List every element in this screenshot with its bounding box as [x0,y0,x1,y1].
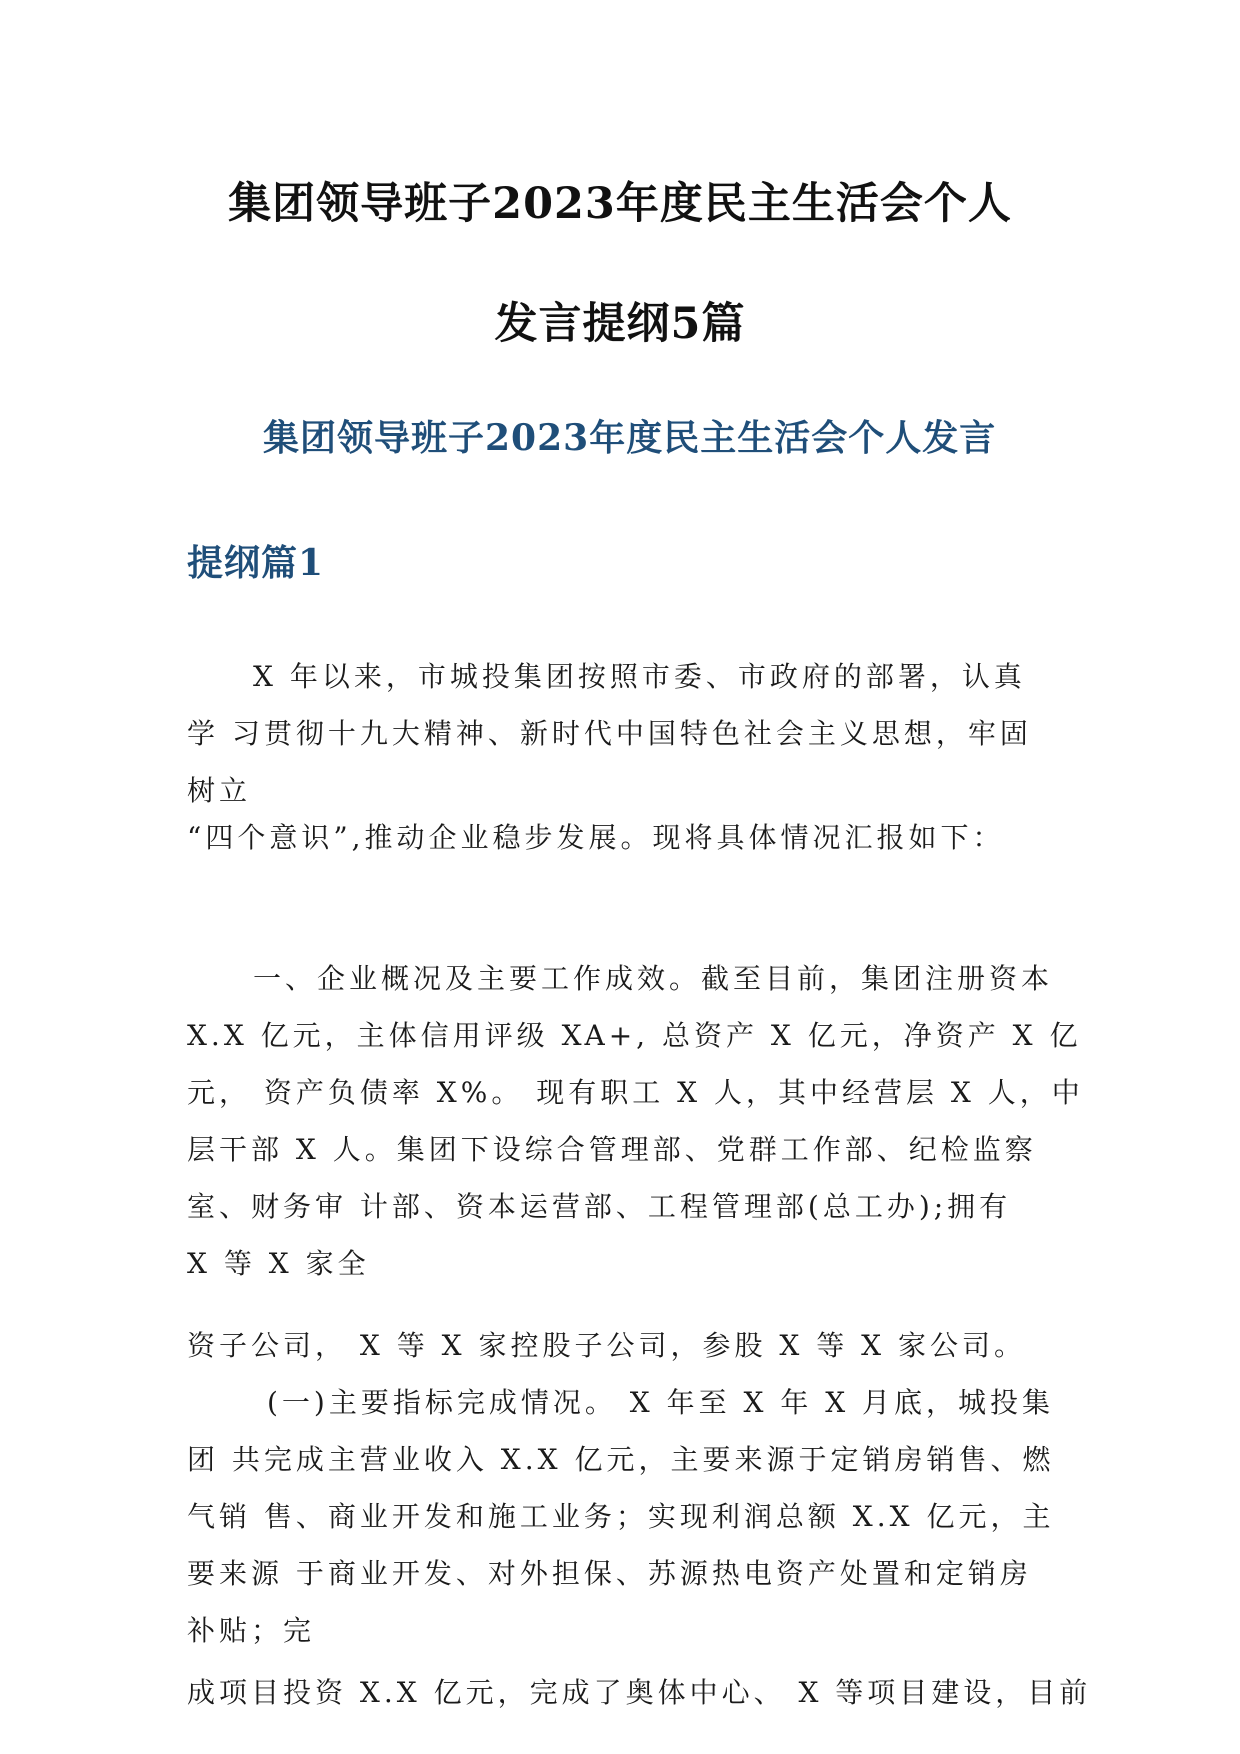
text-line: 补贴；完 [187,1614,316,1647]
text-line: 层干部 X 人。集团下设综合管理部、党群工作部、纪检监察 [187,1133,1037,1166]
text-line: 要来源 于商业开发、对外担保、苏源热电资产处置和定销房 [187,1557,1032,1590]
text-line: (一)主要指标完成情况。 X 年至 X 年 X 月底，城投集 [267,1386,1055,1419]
section-heading-line-1: 集团领导班子2023年度民主生活会个人发言 [263,417,997,459]
text-line: 一、企业概况及主要工作成效。截至目前，集团注册资本 [253,962,1054,995]
text-line: 成项目投资 X.X 亿元，完成了奥体中心、 X 等项目建设，目前 [187,1676,1092,1709]
text-line: 学 习贯彻十九大精神、新时代中国特色社会主义思想，牢固 [187,717,1032,750]
text-line: X 年以来，市城投集团按照市委、市政府的部署，认真 [253,660,1026,693]
paragraph-main-indicators [187,1374,1062,1659]
text-line: X.X 亿元，主体信用评级 XA+, 总资产 X 亿元，净资产 X 亿 [187,1019,1082,1052]
paragraph-intro-continued [187,809,1062,866]
paragraph-project-investment [187,1664,1092,1721]
text-line: 元， 资产负债率 X%。 现有职工 X 人，其中经营层 X 人，中 [187,1076,1084,1109]
text-line: 资子公司， X 等 X 家控股子公司，参股 X 等 X 家公司。 [187,1329,1026,1362]
text-line: 气销 售、商业开发和施工业务；实现利润总额 X.X 亿元，主 [187,1500,1055,1533]
paragraph-subsidiaries [187,1317,1062,1374]
text-line: 树立 [187,774,252,807]
text-line: 室、财务审 计部、资本运营部、工程管理部(总工办);拥有 [187,1190,1012,1223]
paragraph-company-overview [187,950,1084,1292]
text-line: 团 共完成主营业收入 X.X 亿元，主要来源于定销房销售、燃 [187,1443,1055,1476]
section-heading-line-2: 提纲篇1 [187,542,325,584]
document-title-line-1: 集团领导班子2023年度民主生活会个人 [228,179,1012,229]
text-line: “四个意识”,推动企业稳步发展。现将具体情况汇报如下： [187,821,1005,854]
text-line: X 等 X 家全 [187,1247,370,1280]
document-title-line-2: 发言提纲5篇 [494,299,746,349]
paragraph-intro [187,648,1062,819]
